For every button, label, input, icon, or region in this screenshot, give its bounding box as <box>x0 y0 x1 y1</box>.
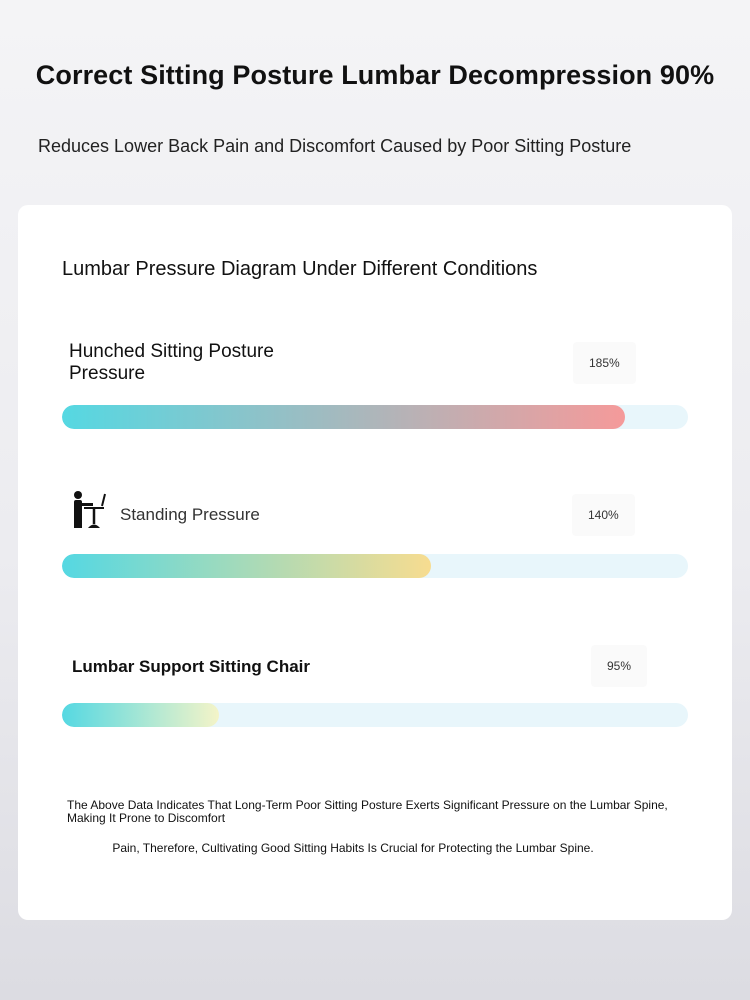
bar-track-lumbar-support <box>62 703 688 727</box>
footnote-line1: The Above Data Indicates That Long-Term Poor Sitting Posture Exerts Significant Pressure on the Lumbar Spine, Making It Prone to Discomfort <box>67 798 668 825</box>
bar-lumbar-support <box>62 703 219 727</box>
bar-value-lumbar-support: 95% <box>591 645 647 687</box>
bar-hunched <box>62 405 625 429</box>
bar-value-hunched: 185% <box>573 342 636 384</box>
chart-card <box>18 205 732 920</box>
standing-at-desk-icon <box>72 490 108 530</box>
bar-label-lumbar-support: Lumbar Support Sitting Chair <box>72 657 310 676</box>
subheadline: Reduces Lower Back Pain and Discomfort Caused by Poor Sitting Posture <box>38 136 632 156</box>
bar-track-standing <box>62 554 688 578</box>
bar-label-standing: Standing Pressure <box>120 505 260 524</box>
chart-title: Lumbar Pressure Diagram Under Different Conditions <box>62 258 538 280</box>
footnote-line2: Pain, Therefore, Cultivating Good Sitting Habits Is Crucial for Protecting the Lumbar Spine. <box>112 841 594 855</box>
bar-standing <box>62 554 431 578</box>
bar-value-standing: 140% <box>572 494 635 536</box>
bar-track-hunched <box>62 405 688 429</box>
bar-label-hunched: Hunched Sitting Posture Pressure <box>69 341 274 384</box>
headline: Correct Sitting Posture Lumbar Decompression 90% <box>35 60 715 90</box>
